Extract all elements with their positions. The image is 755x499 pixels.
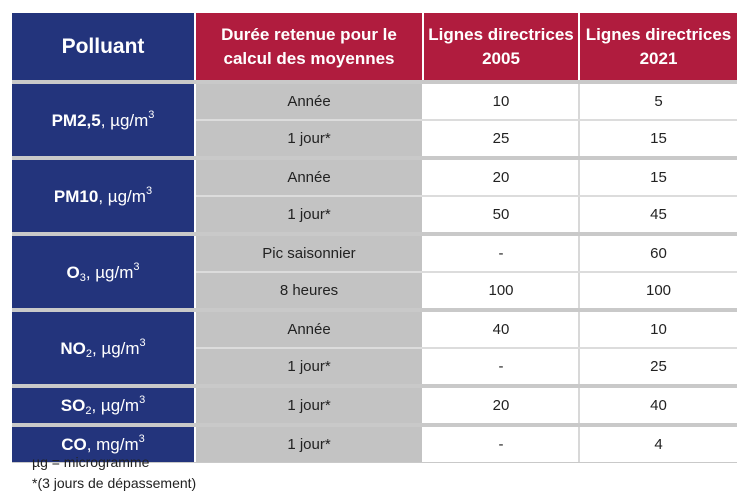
pollutant-unit-exponent: 3 [145, 184, 153, 197]
averaging-period-cell: Année [196, 312, 424, 347]
pollutant-symbol: NO [60, 338, 86, 358]
table-row [196, 271, 737, 308]
table-row [196, 119, 737, 156]
pollutant-unit-exponent: 3 [133, 260, 140, 273]
averaging-period-cell: Année [196, 160, 424, 195]
pollutant-unit-exponent: 3 [138, 433, 145, 445]
pollutant-unit: , µg/m [91, 338, 140, 358]
note-depassement: *(3 jours de dépassement) [32, 475, 197, 491]
pollutant-name-cell [12, 312, 196, 384]
guideline-2021-cell: 10 [580, 312, 737, 347]
guideline-2005-cell: 100 [424, 273, 580, 308]
guideline-2005-cell: - [424, 427, 580, 462]
guideline-2021-cell: 100 [580, 273, 737, 308]
pollutant-symbol: PM2,5 [51, 110, 101, 130]
pollutant-name-cell [12, 388, 196, 423]
pollutant-group [12, 156, 737, 232]
guideline-2021-cell: 25 [580, 349, 737, 384]
header-lignes-2005: Lignes directrices 2005 [424, 13, 580, 80]
table-body [12, 80, 737, 462]
guidelines-table [12, 13, 737, 463]
pollutant-group [12, 232, 737, 308]
table-row [196, 236, 737, 271]
table-notes [32, 452, 196, 494]
guideline-2021-cell: 60 [580, 236, 737, 271]
pollutant-subscript: 2 [85, 347, 92, 360]
table-row [196, 312, 737, 347]
averaging-period-cell: 1 jour* [196, 349, 424, 384]
pollutant-unit: , µg/m [100, 110, 149, 130]
table-row [196, 195, 737, 232]
averaging-period-cell: 1 jour* [196, 388, 424, 423]
table-row [196, 84, 737, 119]
pollutant-name-cell [12, 160, 196, 232]
guideline-2021-cell: 4 [580, 427, 737, 462]
pollutant-name-cell [12, 84, 196, 156]
guideline-2005-cell: 20 [424, 388, 580, 423]
averaging-period-cell: 1 jour* [196, 197, 424, 232]
pollutant-unit-exponent: 3 [139, 336, 146, 349]
pollutant-unit: , mg/m [86, 435, 139, 454]
averaging-period-cell: 8 heures [196, 273, 424, 308]
pollutant-unit: , µg/m [85, 262, 134, 282]
header-polluant: Polluant [12, 13, 196, 80]
table-row [196, 427, 737, 462]
guideline-2021-cell: 45 [580, 197, 737, 232]
pollutant-symbol: PM10 [53, 186, 99, 206]
pollutant-name-cell [12, 236, 196, 308]
guideline-2005-cell: 50 [424, 197, 580, 232]
header-lignes-2021: Lignes directrices 2021 [580, 13, 737, 80]
guideline-2005-cell: - [424, 236, 580, 271]
averaging-period-cell: Année [196, 84, 424, 119]
pollutant-subscript: 3 [79, 271, 86, 284]
pollutant-group [12, 384, 737, 423]
guideline-2005-cell: - [424, 349, 580, 384]
pollutant-symbol: SO [60, 396, 86, 415]
guideline-2021-cell: 15 [580, 121, 737, 156]
pollutant-unit: , µg/m [98, 186, 146, 206]
guideline-2005-cell: 40 [424, 312, 580, 347]
guideline-2005-cell: 20 [424, 160, 580, 195]
guideline-2021-cell: 5 [580, 84, 737, 119]
pollutant-group [12, 80, 737, 156]
averaging-period-cell: 1 jour* [196, 121, 424, 156]
guideline-2005-cell: 10 [424, 84, 580, 119]
pollutant-unit-exponent: 3 [148, 108, 155, 121]
pollutant-symbol: O [66, 262, 80, 282]
averaging-period-cell: Pic saisonnier [196, 236, 424, 271]
guideline-2021-cell: 15 [580, 160, 737, 195]
guideline-2005-cell: 25 [424, 121, 580, 156]
pollutant-unit: , µg/m [91, 396, 140, 415]
table-row [196, 347, 737, 384]
header-duree: Durée retenue pour le calcul des moyennes [196, 13, 424, 80]
pollutant-group [12, 308, 737, 384]
pollutant-unit-exponent: 3 [139, 394, 146, 406]
pollutant-subscript: 2 [85, 405, 92, 417]
note-microgramme: µg = microgramme [32, 454, 150, 470]
table-row [196, 388, 737, 423]
averaging-period-cell: 1 jour* [196, 427, 424, 462]
table-header-row [12, 13, 737, 80]
guideline-2021-cell: 40 [580, 388, 737, 423]
table-row [196, 160, 737, 195]
pollutant-symbol: CO [61, 435, 87, 454]
